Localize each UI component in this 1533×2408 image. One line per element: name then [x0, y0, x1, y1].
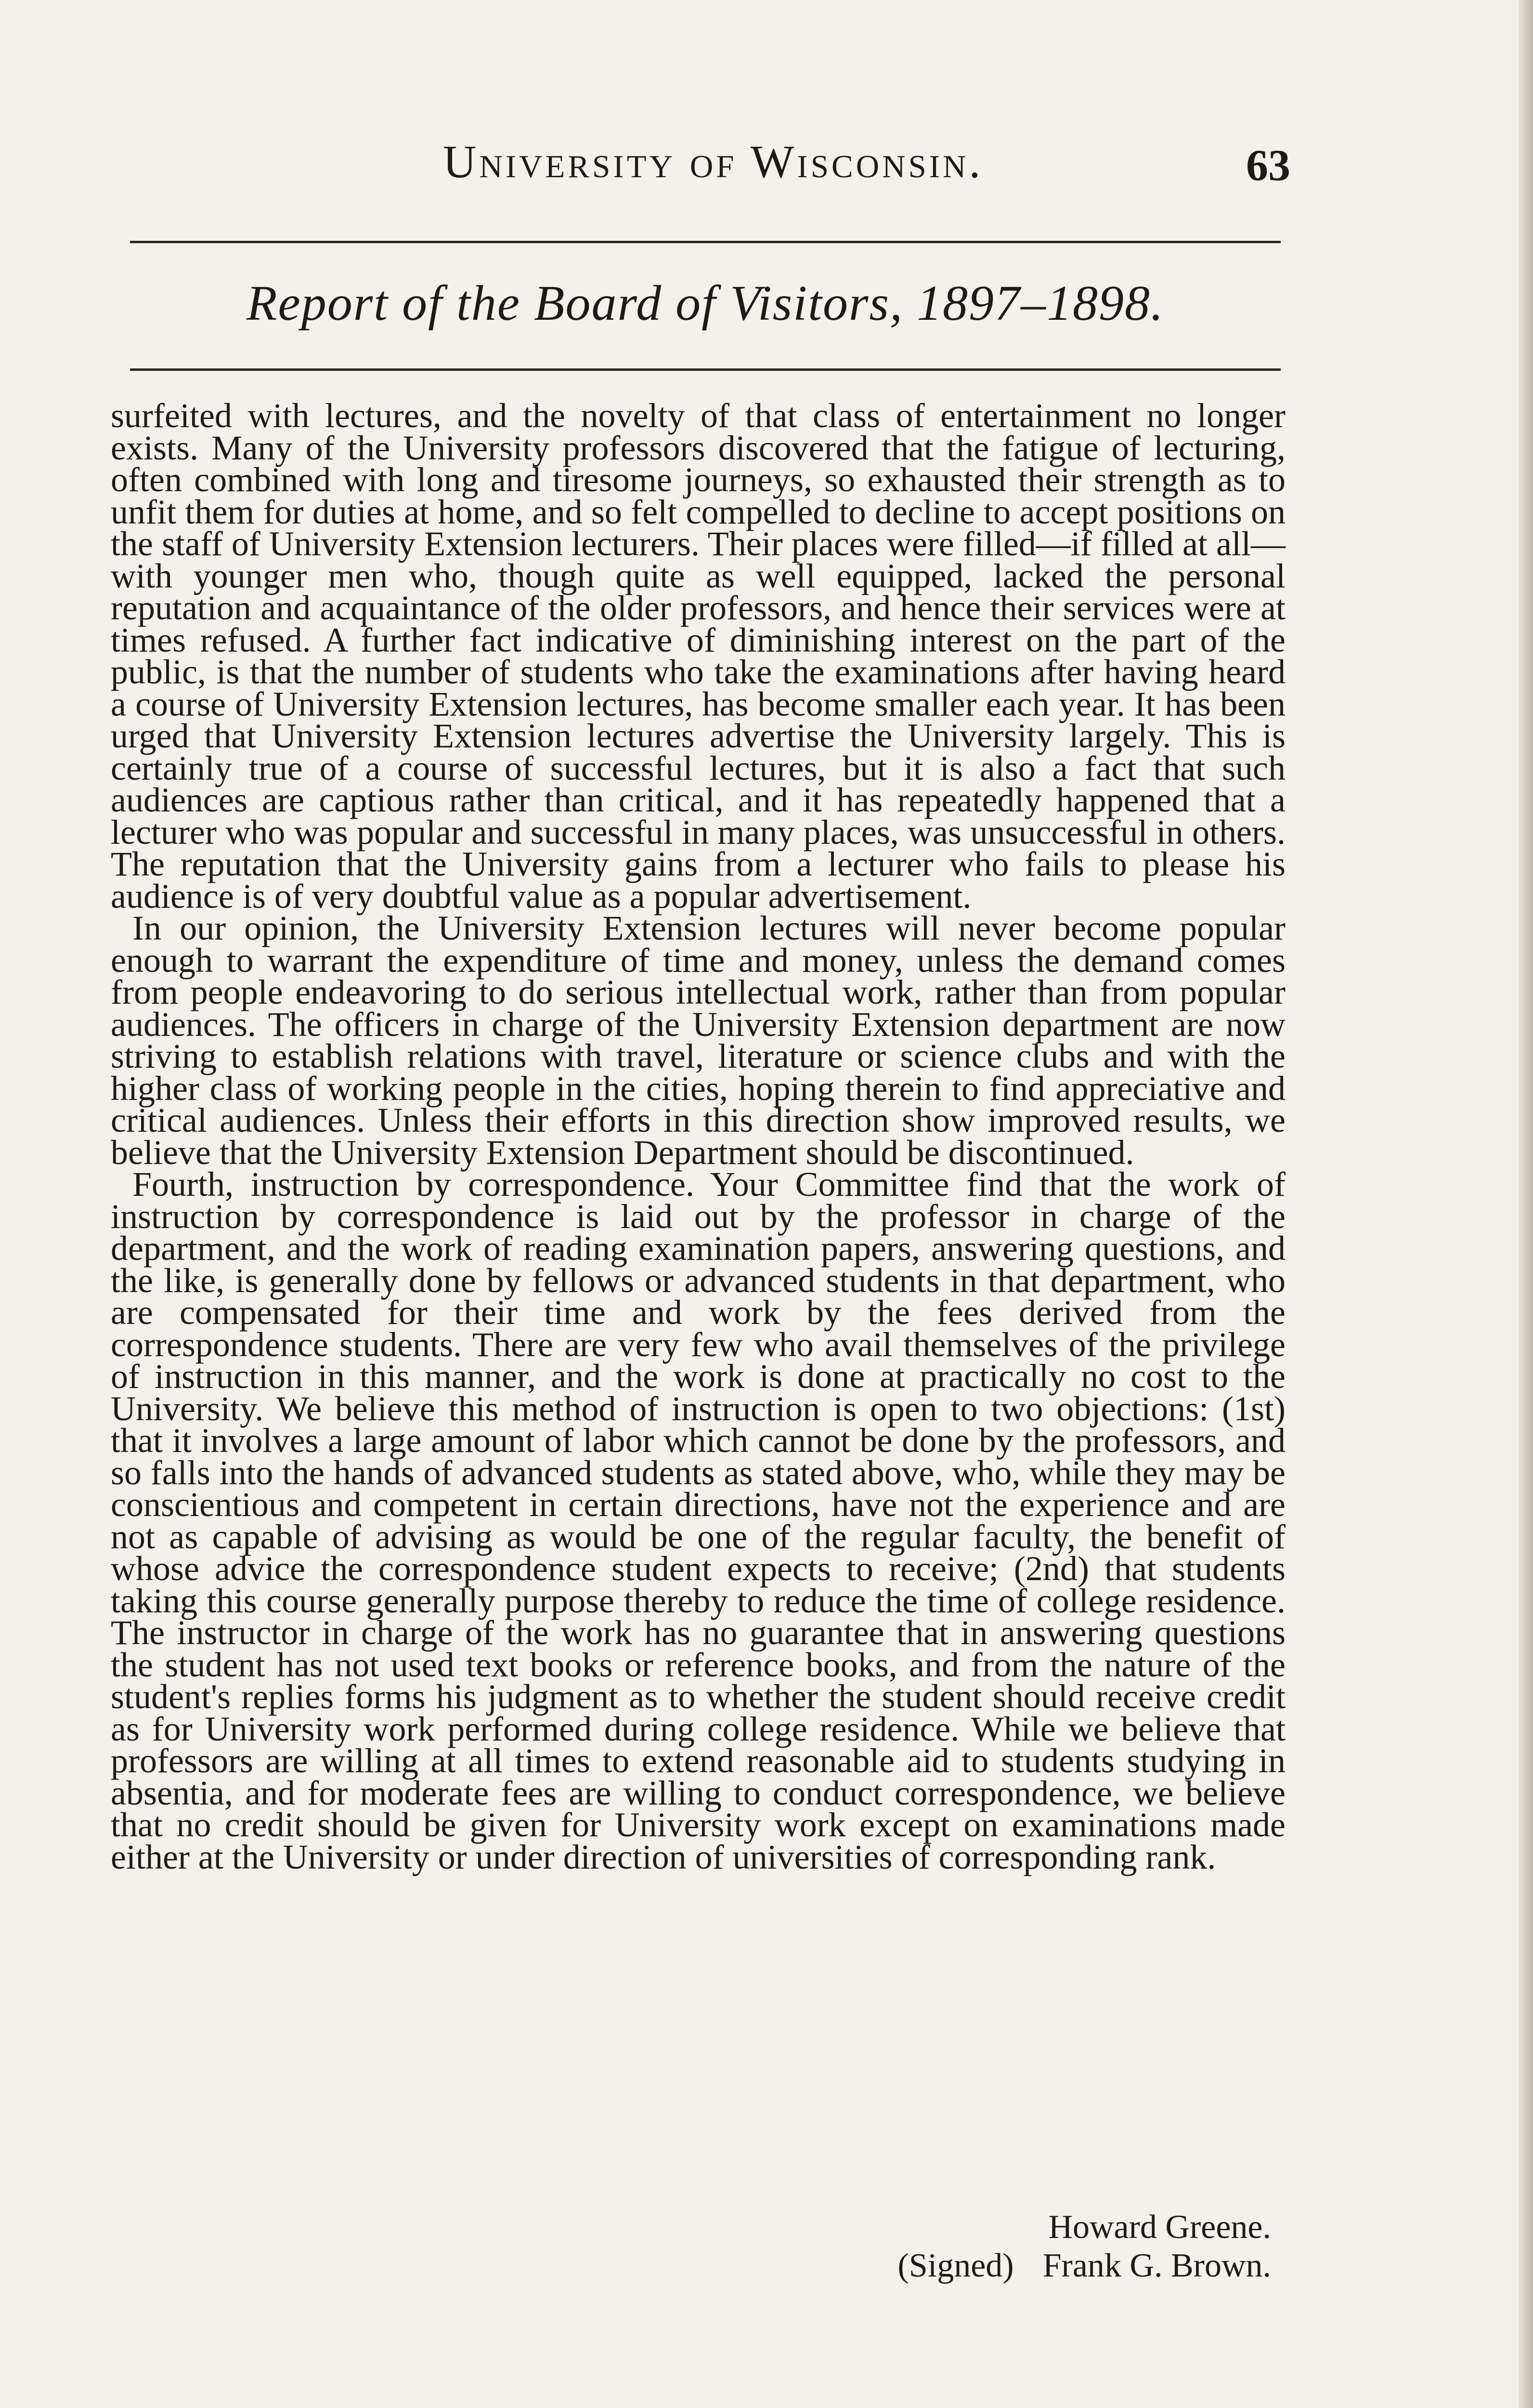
signed-label: (Signed): [897, 2247, 1014, 2284]
signature-row-2: [751, 2247, 1271, 2285]
running-title: University of Wisconsin.: [443, 136, 984, 187]
signer-name: Howard Greene.: [1048, 2209, 1271, 2246]
page-number: 63: [1246, 141, 1290, 190]
bottom-rule: [130, 368, 1281, 371]
top-rule: [130, 241, 1281, 243]
page-header: [125, 120, 1290, 207]
report-body: [111, 396, 1286, 1876]
page-edge-shadow: [1519, 0, 1533, 2408]
paragraph-correspondence: Fourth, instruction by correspondence. Your Committee find that the work of instruction by correspondence is laid out by the professor in charge of the department, and the work of reading examination papers, answering questions, and the like, is generally done by fellows or advanced students in that department, who are compensated for their time and work by the fees derived from the correspondence students. There are very few who avail themselves of the privilege of instruction in this manner, and the work is done at practically no cost to the University. We believe this method of instruction is open to two objections: (1st) that it involves a large amount of labor which cannot be done by the professors, and so falls into the hands of advanced students as stated above, who, while they may be conscientious and competent in certain directions, have not the experience and are not as capable of advising as would be one of the regular faculty, the benefit of whose advice the correspondence student expects to receive; (2nd) that students taking this course generally purpose thereby to reduce the time of college residence. The instructor in charge of the work has no guarantee that in answering questions the student has not used text books or reference books, and from the nature of the student's replies forms his judgment as to whether the student should receive credit as for University work performed during college residence. While we believe that professors are willing at all times to extend reasonable aid to students studying in absentia, and for moderate fees are willing to conduct correspondence, we believe that no credit should be given for University work except on examinations made either at the University or under direction of universities of corresponding rank.: [111, 1165, 1286, 1876]
signer-name: Frank G. Brown.: [1042, 2247, 1271, 2284]
signature-row-1: [751, 2208, 1271, 2247]
signature-block: [751, 2208, 1271, 2285]
report-title: Report of the Board of Visitors, 1897–1898.: [247, 275, 1164, 331]
paragraph-extension-opinion: In our opinion, the University Extension lectures will never become popular enough to warrant the expenditure of time and money, unless the demand comes from people endeavoring to do serious intellectual work, rather than from popular audiences. The officers in charge of the University Extension department are now striving to establish relations with travel, literature or science clubs and with the higher class of working people in the cities, hoping therein to find appreciative and critical audiences. Unless their efforts in this direction show improved results, we believe that the University Extension Department should be discontinued.: [111, 909, 1286, 1172]
paragraph-continuation: surfeited with lectures, and the novelty of that class of entertainment no longer exists. Many of the University professors discovered that the fatigue of lecturing, often combined with long and tiresome journeys, so exhausted their strength as to unfit them for duties at home, and so felt compelled to decline to accept positions on the staff of University Extension lecturers. Their places were filled—if filled at all—with younger men who, though quite as well equipped, lacked the personal reputation and acquaintance of the older professors, and hence their services were at times refused. A further fact indicative of diminishing interest on the part of the public, is that the number of students who take the examinations after having heard a course of University Extension lectures, has become smaller each year. It has been urged that University Extension lectures advertise the University largely. This is certainly true of a course of successful lectures, but it is also a fact that such audiences are captious rather than critical, and it has repeatedly happened that a lecturer who was popular and successful in many places, was unsuccessful in others. The reputation that the University gains from a lecturer who fails to please his audience is of very doubtful value as a popular advertisement.: [111, 396, 1286, 916]
